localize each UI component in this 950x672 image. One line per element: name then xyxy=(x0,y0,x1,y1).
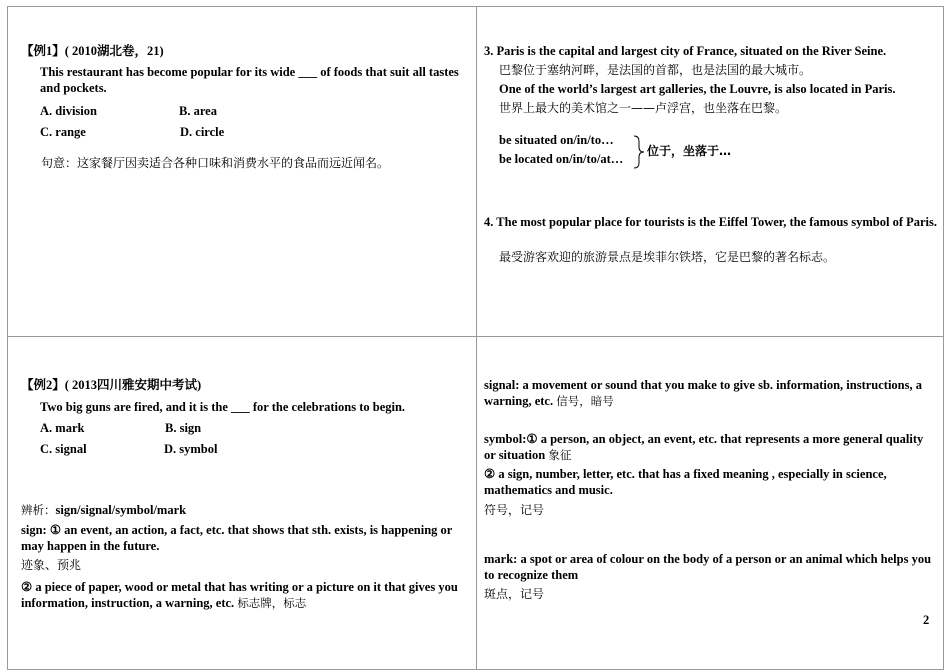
analysis-words: sign/signal/symbol/mark xyxy=(55,503,187,517)
example-1-translation: 句意：这家餐厅因卖适合各种口味和消费水平的食品而远近闻名。 xyxy=(41,156,390,170)
example-1-tag: 【例1】 xyxy=(21,44,65,58)
example-1-option-c: C. range xyxy=(40,125,86,139)
symbol-translation-1: 象征 xyxy=(548,448,572,462)
item-3-line-2: One of the world’s largest art galleries, the Louvre, is also located in Paris. xyxy=(499,82,896,96)
example-2-option-c: C. signal xyxy=(40,442,87,456)
signal-translation: 信号，暗号 xyxy=(556,394,614,408)
example-2-source: ( 2013四川雅安期中考试) xyxy=(64,378,202,392)
panel-definitions xyxy=(476,336,944,670)
item-3-translation-2: 世界上最大的美术馆之一——卢浮宫，也坐落在巴黎。 xyxy=(499,101,788,115)
item-4-translation: 最受游客欢迎的旅游景点是埃菲尔铁塔，它是巴黎的著名标志。 xyxy=(499,250,836,264)
sign-translation-1: 迹象、预兆 xyxy=(21,558,82,572)
symbol-definition-1 xyxy=(484,431,929,463)
example-2-tag: 【例2】 xyxy=(21,378,65,392)
sign-definition-2-text: ② a piece of paper, wood or metal that has writing or a picture on it that gives you information, instruction, a warning, etc. xyxy=(21,580,458,610)
symbol-translation-2: 符号，记号 xyxy=(484,503,545,517)
example-2-header xyxy=(21,377,201,393)
sign-definition-1: sign: ① an event, an action, a fact, etc. that shows that sth. exists, is happening or may happen in the future. xyxy=(21,523,453,553)
example-2-option-a: A. mark xyxy=(40,421,85,435)
sign-definition-2 xyxy=(21,579,471,611)
example-1-option-d: D. circle xyxy=(180,125,225,139)
phrase-located: be located on/in/to/at… xyxy=(499,152,624,166)
analysis-label: 辨析： xyxy=(21,503,56,517)
example-1-option-a: A. division xyxy=(40,104,97,118)
analysis-heading xyxy=(21,502,186,518)
example-1-source: ( 2010湖北卷，21) xyxy=(64,44,164,58)
example-1-question: This restaurant has become popular for its wide ___ of foods that suit all tastes and pockets. xyxy=(40,65,459,95)
mark-translation: 斑点，记号 xyxy=(484,587,545,601)
sign-translation-2: 标志牌，标志 xyxy=(237,596,307,610)
item-3-translation-1: 巴黎位于塞纳河畔，是法国的首都，也是法国的最大城市。 xyxy=(499,63,812,77)
page-number: 2 xyxy=(923,613,930,627)
signal-definition xyxy=(484,377,934,409)
example-1-header xyxy=(21,43,164,59)
mark-definition: mark: a spot or area of colour on the body of a person or an animal which helps you to recognize them xyxy=(484,552,932,582)
panel-example-2 xyxy=(7,336,477,670)
item-4-text: 4. The most popular place for tourists is the Eiffel Tower, the famous symbol of Paris. xyxy=(484,215,938,229)
phrase-situated: be situated on/in/to… xyxy=(499,133,614,147)
curly-brace-icon xyxy=(632,135,646,169)
panel-paris xyxy=(476,6,944,337)
example-2-option-b: B. sign xyxy=(165,421,202,435)
symbol-definition-1-text: symbol:① a person, an object, an event, etc. that represents a more general quality or situation xyxy=(484,432,924,462)
example-2-option-d: D. symbol xyxy=(164,442,218,456)
example-2-question: Two big guns are fired, and it is the ___ for the celebrations to begin. xyxy=(40,400,406,414)
symbol-definition-2: ② a sign, number, letter, etc. that has a fixed meaning , especially in science, mathematics and music. xyxy=(484,467,887,497)
panel-example-1 xyxy=(7,6,477,337)
example-1-option-b: B. area xyxy=(179,104,217,118)
phrase-meaning: 位于，坐落于… xyxy=(647,144,732,158)
item-3-line-1: 3. Paris is the capital and largest city of France, situated on the River Seine. xyxy=(484,44,887,58)
signal-definition-text: signal: a movement or sound that you make to give sb. information, instructions, a warning, etc. xyxy=(484,378,922,408)
